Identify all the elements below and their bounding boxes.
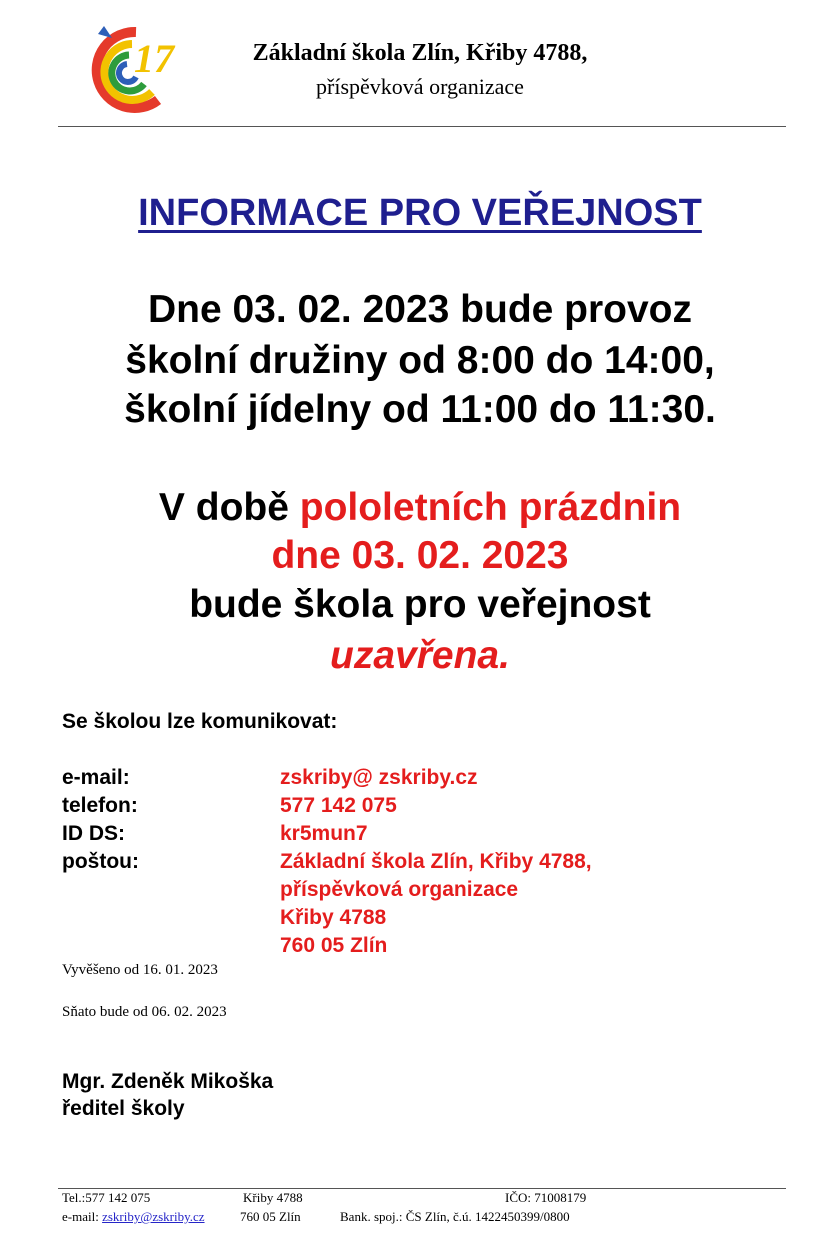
closure-line-3: bude škola pro veřejnost — [189, 583, 651, 626]
page-title: INFORMACE PRO VEŘEJNOST — [138, 192, 702, 234]
ds-value: kr5mun7 — [280, 822, 368, 845]
footer-divider — [58, 1188, 786, 1189]
school-name: Základní škola Zlín, Křiby 4788, — [252, 40, 588, 66]
email-value[interactable]: zskriby@ zskriby.cz — [280, 766, 478, 789]
post-line-2: příspěvková organizace — [280, 878, 519, 901]
contact-intro: Se školou lze komunikovat: — [62, 710, 338, 733]
footer-street: Křiby 4788 — [243, 1190, 303, 1205]
closure-line-1 — [0, 484, 840, 532]
footer-ico: IČO: 71008179 — [505, 1190, 587, 1205]
closure-status: uzavřena. — [330, 634, 510, 677]
closure-highlight: pololetních prázdnin — [299, 486, 682, 529]
notice-line-3: školní jídelny od 11:00 do 11:30. — [124, 388, 716, 431]
closure-date: dne 03. 02. 2023 — [271, 534, 569, 577]
footer-tel: Tel.:577 142 075 — [62, 1190, 151, 1205]
email-label: e-mail: — [62, 766, 130, 789]
header-divider — [58, 126, 786, 127]
footer-email-prefix: e-mail: — [62, 1209, 103, 1224]
ds-label: ID DS: — [62, 822, 125, 845]
phone-label: telefon: — [62, 794, 138, 817]
signature-title: ředitel školy — [62, 1097, 185, 1120]
signature-name: Mgr. Zdeněk Mikoška — [62, 1070, 274, 1093]
closure-prefix: V době — [158, 486, 300, 529]
post-label: poštou: — [62, 850, 139, 873]
school-logo — [74, 22, 184, 118]
post-line-4: 760 05 Zlín — [280, 934, 388, 957]
school-type: příspěvková organizace — [316, 74, 524, 99]
phone-value: 577 142 075 — [280, 794, 397, 817]
posted-date: Vyvěšeno od 16. 01. 2023 — [62, 962, 218, 978]
footer-email — [62, 1209, 205, 1225]
footer-city: 760 05 Zlín — [240, 1209, 301, 1224]
notice-line-1: Dne 03. 02. 2023 bude provoz — [147, 288, 693, 331]
footer-email-link[interactable]: zskriby@zskriby.cz — [102, 1209, 205, 1224]
removal-date: Sňato bude od 06. 02. 2023 — [62, 1004, 227, 1020]
logo-number: 17 — [134, 36, 174, 81]
notice-line-2: školní družiny od 8:00 do 14:00, — [125, 339, 715, 382]
footer-bank: Bank. spoj.: ČS Zlín, č.ú. 1422450399/0800 — [340, 1209, 570, 1224]
post-line-3: Křiby 4788 — [280, 906, 387, 929]
post-line-1: Základní škola Zlín, Křiby 4788, — [280, 850, 592, 873]
